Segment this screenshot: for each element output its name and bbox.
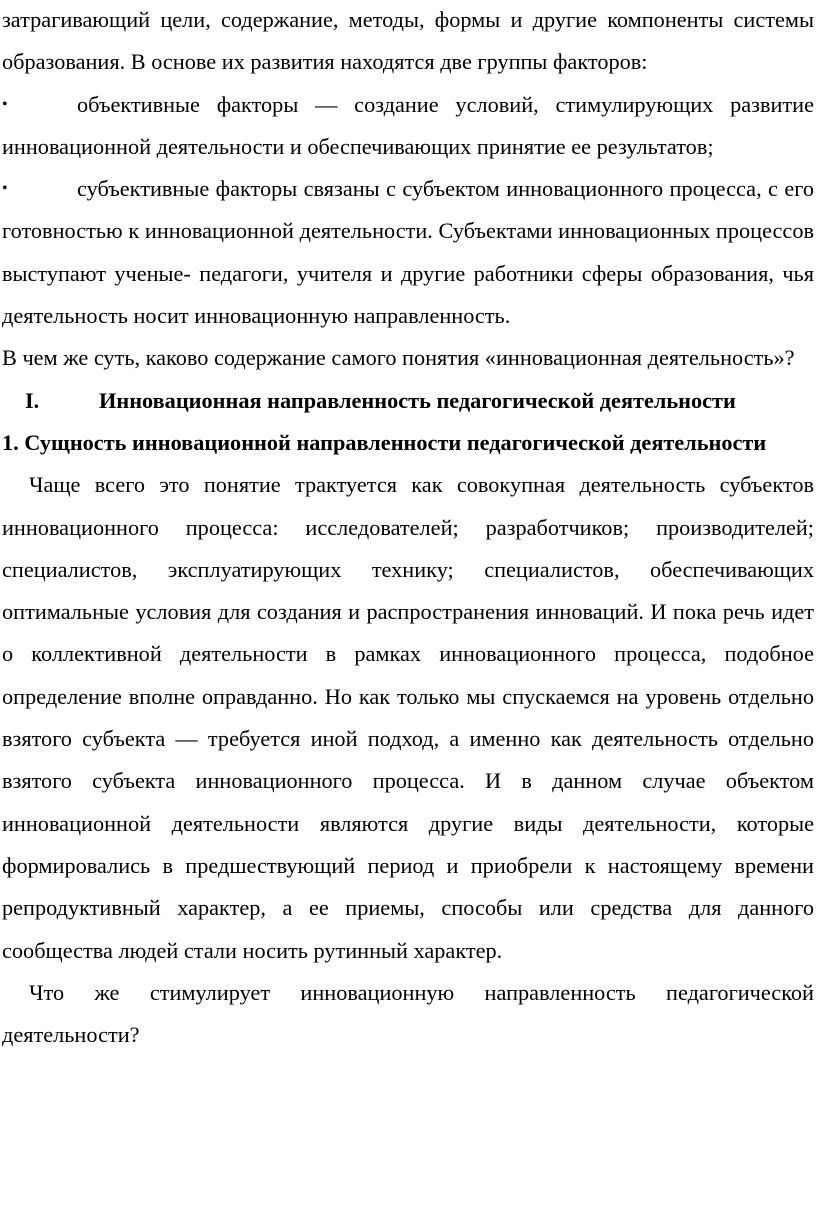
section-number: I. <box>25 387 40 413</box>
bullet-text: объективные факторы — создание условий, стимулирующих развитие инновационной деятельности и обеспечивающих принятие ее результатов; <box>2 91 814 159</box>
bullet-icon: • <box>2 180 8 198</box>
main-paragraph: Чаще всего это понятие трактуется как совокупная деятельность субъектов инновационного процесса: исследователей; разработчиков; производителей; специалистов, эксплуатирующих технику; специалистов, обеспечивающих оптимальные условия для создания и распространения инноваций. И пока речь идет о коллективной деятельности в рамках инновационного процесса, подобное определение вполне оправданно. Но как только мы спускаемся на уровень отдельно взятого субъекта — требуется иной подход, а именно как деятельность отдельно взятого субъекта инновационного процесса. И в данном случае объектом инновационной деятельности являются другие виды деятельности, которые формировались в предшествующий период и приобрели к настоящему времени репродуктивный характер, а ее приемы, способы или средства для данного сообщества людей стали носить рутинный характер. <box>2 472 814 963</box>
section-heading <box>2 380 814 422</box>
document-page <box>2 0 814 1056</box>
section-title: Инновационная направленность педагогической деятельности <box>99 387 736 413</box>
bullet-item-objective <box>2 84 814 169</box>
bullet-icon: • <box>2 95 8 113</box>
final-paragraph: Что же стимулирует инновационную направленность педагогической деятельности? <box>2 979 814 1048</box>
intro-paragraph: затрагивающий цели, содержание, методы, формы и другие компоненты системы образования. В основе их развития находятся две группы факторов: <box>2 7 814 75</box>
bullet-text: субъективные факторы связаны с субъектом инновационного процесса, с его готовностью к инновационной деятельности. Субъектами инновационных процессов выступают ученые- педагоги, учителя и другие работники сферы образования, чья деятельность носит инновационную направленность. <box>2 176 814 329</box>
subsection-heading: 1. Сущность инновационной направленности педагогической деятельности <box>2 429 767 455</box>
question-paragraph: В чем же суть, каково содержание самого понятия «инновационная деятельность»? <box>2 345 795 371</box>
bullet-item-subjective <box>2 168 814 337</box>
